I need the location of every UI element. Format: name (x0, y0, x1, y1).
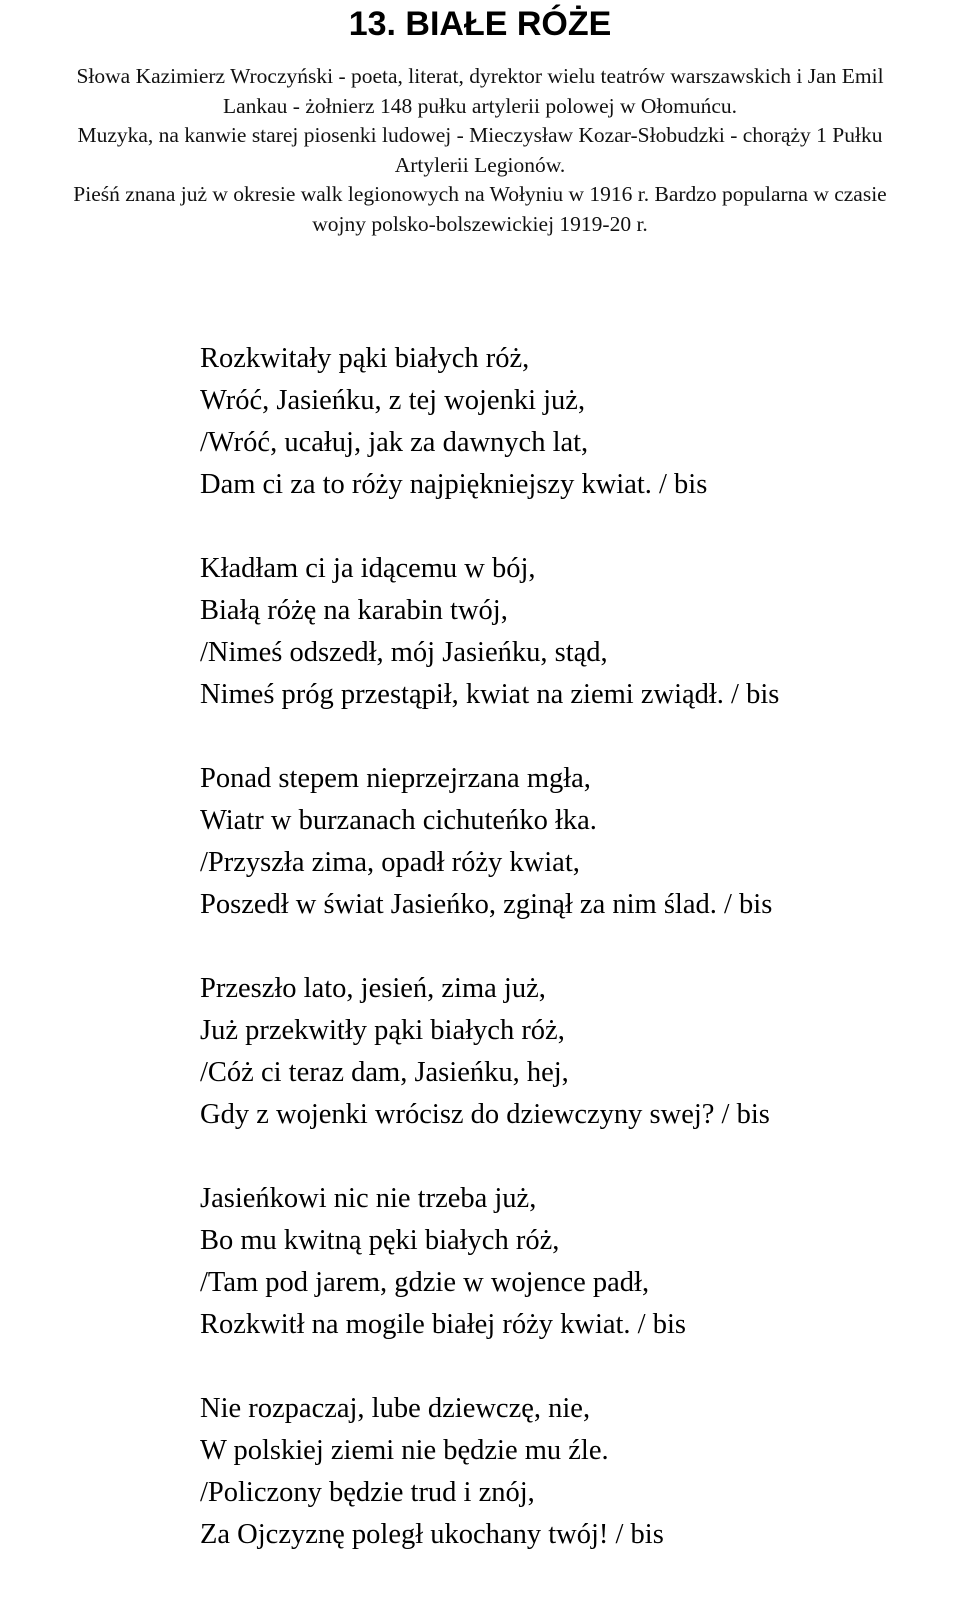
stanza-2 (200, 548, 940, 716)
verse-line: /Policzony będzie trud i znój, (200, 1477, 535, 1508)
verse-line: Dam ci za to róży najpiękniejszy kwiat. / bis (200, 469, 708, 500)
intro-line: Lankau - żołnierz 148 pułku artylerii polowej w Ołomuńcu. (222, 93, 738, 118)
verse-line: Za Ojczyznę poległ ukochany twój! / bis (200, 1519, 664, 1550)
verse-line: Rozkwitały pąki białych róż, (200, 343, 530, 374)
intro-line: Słowa Kazimierz Wroczyński - poeta, literat, dyrektor wielu teatrów warszawskich i Jan Emil (76, 64, 884, 88)
verse-line: /Tam pod jarem, gdzie w wojence padł, (200, 1267, 650, 1298)
verse-line: Już przekwitły pąki białych róż, (200, 1015, 565, 1046)
verse-line: /Przyszła zima, opadł róży kwiat, (200, 847, 580, 878)
verse-line: Białą różę na karabin twój, (200, 595, 508, 626)
stanza-6 (200, 1388, 940, 1556)
intro-paragraph (0, 62, 960, 240)
verse-line: Przeszło lato, jesień, zima już, (200, 973, 546, 1004)
verse-line: Rozkwitł na mogile białej róży kwiat. / bis (200, 1309, 686, 1340)
intro-line: Muzyka, na kanwie starej piosenki ludowej - Mieczysław Kozar-Słobudzki - chorąży 1 Pułku (77, 123, 883, 148)
verse-line: /Nimeś odszedł, mój Jasieńku, stąd, (200, 637, 608, 668)
intro-line: Pieśń znana już w okresie walk legionowych na Wołyniu w 1916 r. Bardzo popularna w czasie (73, 182, 887, 207)
verse-line: Nie rozpaczaj, lube dziewczę, nie, (200, 1393, 591, 1424)
intro-line: Artylerii Legionów. (394, 152, 566, 177)
verse-line: /Wróć, ucałuj, jak za dawnych lat, (200, 427, 589, 458)
page-title: 13. BIAŁE RÓŻE (348, 5, 612, 43)
stanza-3 (200, 758, 940, 926)
verse-line: Poszedł w świat Jasieńko, zginął za nim ślad. / bis (200, 889, 773, 920)
intro-line: wojny polsko-bolszewickiej 1919-20 r. (312, 211, 648, 236)
song-lyrics (200, 338, 940, 1598)
verse-line: Jasieńkowi nic nie trzeba już, (200, 1183, 537, 1214)
verse-line: Wróć, Jasieńku, z tej wojenki już, (200, 385, 586, 416)
stanza-1 (200, 338, 940, 506)
verse-line: Wiatr w burzanach cichuteńko łka. (200, 805, 597, 836)
verse-line: Nimeś próg przestąpił, kwiat na ziemi zwiądł. / bis (200, 679, 780, 710)
verse-line: Bo mu kwitną pęki białych róż, (200, 1225, 560, 1256)
verse-line: Kładłam ci ja idącemu w bój, (200, 553, 536, 584)
stanza-5 (200, 1178, 940, 1346)
verse-line: Ponad stepem nieprzejrzana mgła, (200, 763, 591, 794)
verse-line: Gdy z wojenki wrócisz do dziewczyny swej? / bis (200, 1099, 770, 1130)
verse-line: W polskiej ziemi nie będzie mu źle. (200, 1435, 609, 1466)
verse-line: /Cóż ci teraz dam, Jasieńku, hej, (200, 1057, 569, 1088)
stanza-4 (200, 968, 940, 1136)
